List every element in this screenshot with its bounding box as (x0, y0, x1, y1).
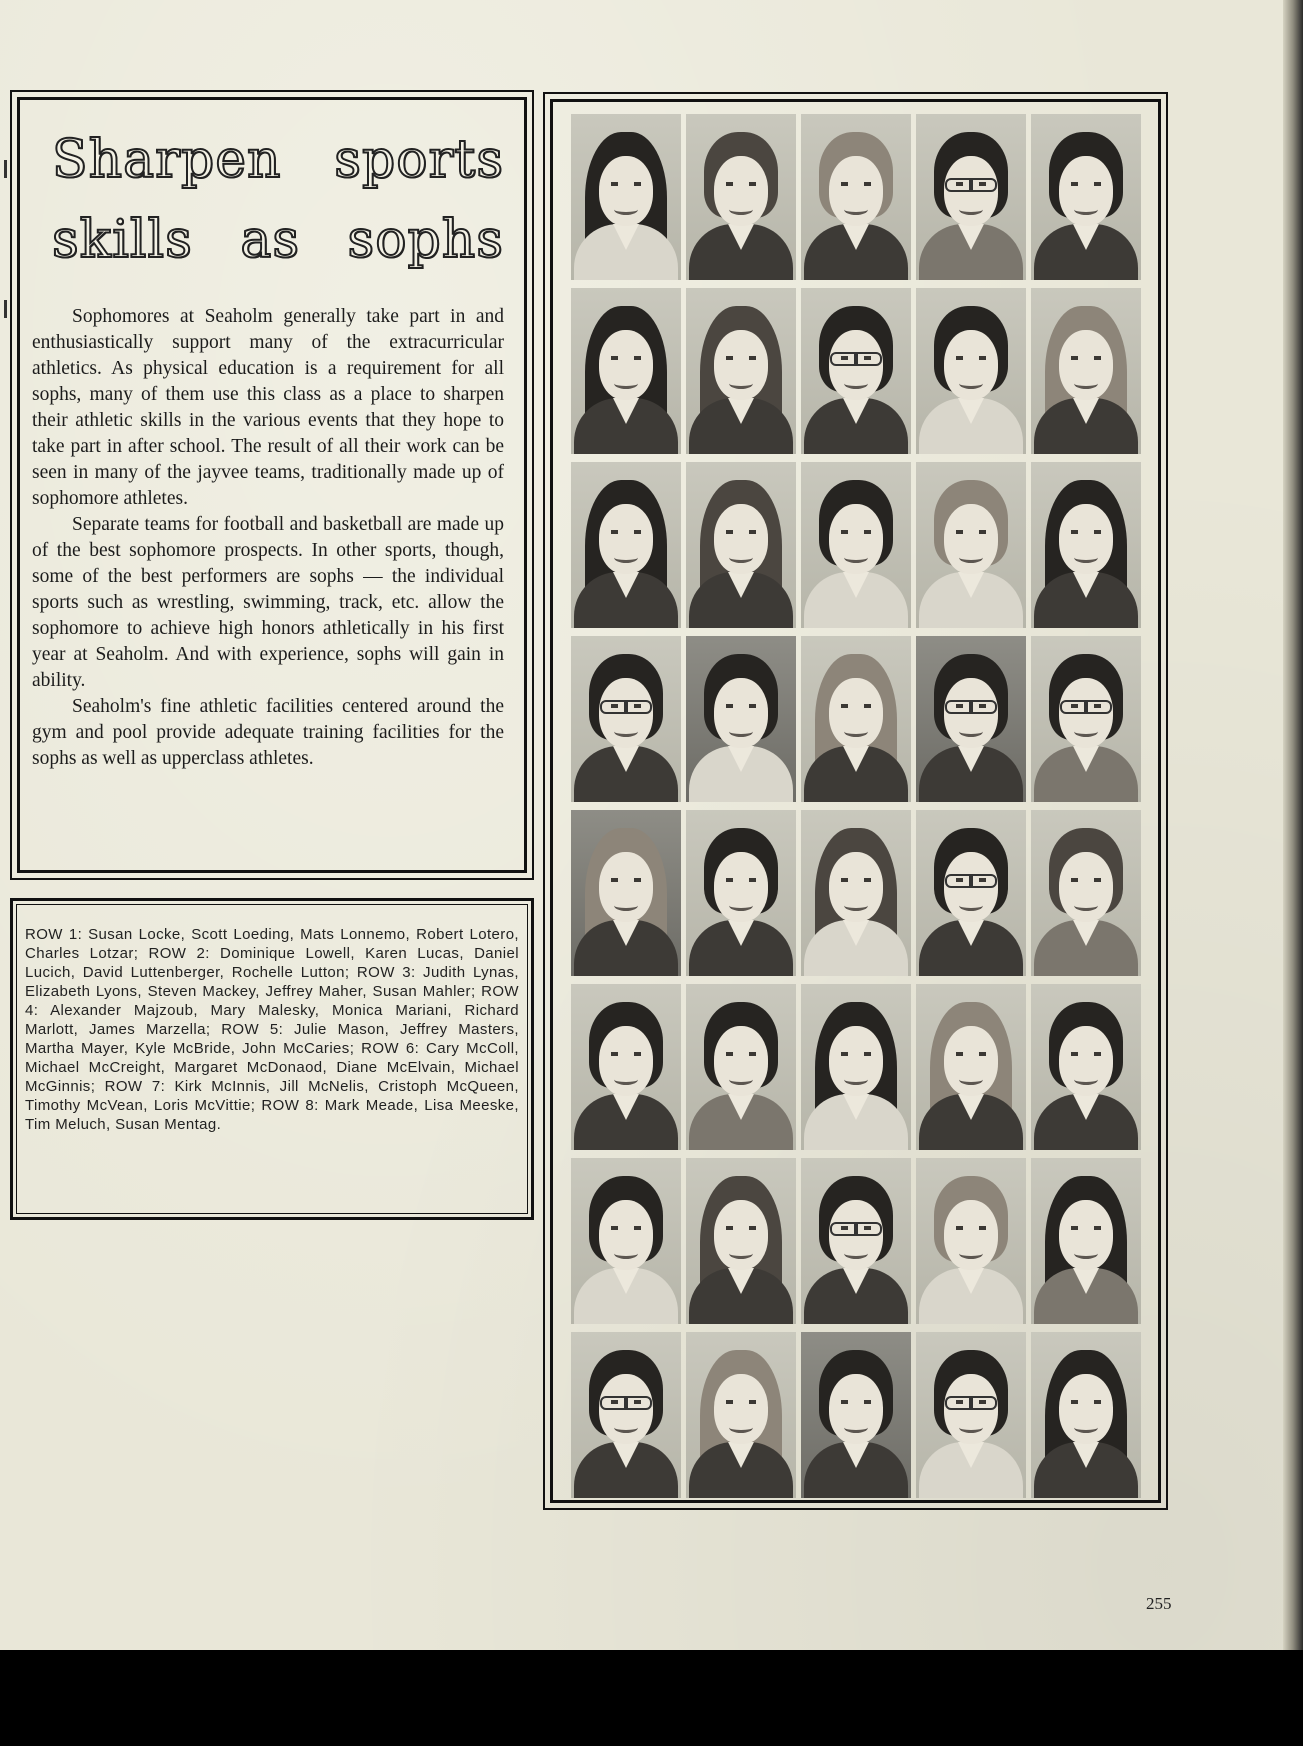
student-portrait (1031, 984, 1141, 1150)
student-portrait (801, 810, 911, 976)
portrait-face (714, 1374, 768, 1444)
portrait-face (714, 504, 768, 574)
student-portrait (571, 288, 681, 454)
student-portrait (1031, 636, 1141, 802)
student-portrait (801, 984, 911, 1150)
portrait-face (944, 1026, 998, 1096)
portrait-shoulders (804, 572, 908, 628)
student-portrait (571, 462, 681, 628)
student-portrait (571, 1332, 681, 1498)
portrait-face (944, 504, 998, 574)
student-portrait (686, 1158, 796, 1324)
headline-word: Sharpen (52, 130, 282, 190)
portrait-panel-frame (550, 99, 1161, 1503)
portrait-glasses (600, 700, 652, 714)
student-portrait (571, 114, 681, 280)
portrait-face (1059, 1026, 1113, 1096)
portrait-face (829, 1026, 883, 1096)
portrait-face (1059, 1374, 1113, 1444)
portrait-face (829, 504, 883, 574)
student-portrait (686, 288, 796, 454)
student-portrait (1031, 114, 1141, 280)
portrait-face (599, 504, 653, 574)
student-portrait (916, 462, 1026, 628)
portrait-face (1059, 1200, 1113, 1270)
portrait-shoulders (574, 1442, 678, 1498)
portrait-face (829, 852, 883, 922)
student-portrait (916, 114, 1026, 280)
headline-word: sophs (347, 210, 504, 270)
portrait-face (714, 156, 768, 226)
student-portrait (1031, 810, 1141, 976)
portrait-glasses (830, 352, 882, 366)
student-portrait (916, 1158, 1026, 1324)
portrait-glasses (945, 1396, 997, 1410)
caption-box (10, 898, 534, 1220)
portrait-shoulders (574, 746, 678, 802)
portrait-shoulders (574, 1268, 678, 1324)
article-paragraph: Seaholm's fine athletic facilities centered around the gym and pool provide adequate training facilities for the sophs as well as upperclass athletes. (32, 696, 504, 769)
portrait-glasses (600, 1396, 652, 1410)
portrait-glasses (945, 178, 997, 192)
portrait-face (829, 1374, 883, 1444)
portrait-face (714, 330, 768, 400)
article-paragraph: Separate teams for football and basketball are made up of the best sophomore prospects. In other sports, though, some of the best performers are sophs — the individual sports such as wrestling, swimming, track, etc. allow the sophomore to achieve high honors athletically in his first year at Seaholm. And with experience, sophs will gain in ability. (32, 514, 504, 691)
article-body (32, 304, 504, 772)
student-portrait (571, 810, 681, 976)
student-portrait (1031, 1332, 1141, 1498)
portrait-face (829, 156, 883, 226)
portrait-shoulders (689, 920, 793, 976)
portrait-face (599, 1200, 653, 1270)
portrait-face (1059, 156, 1113, 226)
article-paragraph: Sophomores at Seaholm generally take part in and enthusiastically support many of the extracurricular athletics. As physical education is a requirement for all sophs, many of them use this class as a place to sharpen their athletic skills in the various events that they hope to take part in after school. The result of all their work can be seen in many of the jayvee teams, traditionally made up of sophomore athletes. (32, 306, 504, 509)
margin-mark (4, 300, 7, 318)
headline (32, 120, 504, 280)
student-portrait (686, 1332, 796, 1498)
page-binding-edge (1283, 0, 1303, 1740)
caption-text: ROW 1: Susan Locke, Scott Loeding, Mats Lonnemo, Robert Lotero, Charles Lotzar; ROW 2: Dominique Lowell, Karen Lucas, Daniel Lucich, David Luttenberger, Rochelle Lutton; ROW 3: Judith Lynas, Elizabeth Lyons, Steven Mackey, Jeffrey Maher, Susan Mahler; ROW 4: Alexander Majzoub, Mary Malesky, Monica Mariani, Richard Marlott, James Marzella; ROW 5: Julie Mason, Jeffrey Masters, Martha Mayer, Kyle McBride, John McCaries; ROW 6: Cary McColl, Michael McCreight, Margaret McDonaod, Diane McElvain, Michael McGinnis; ROW 7: Kirk McInnis, Jill McNelis, Cristoph McQueen, Timothy McVean, Loris McVittie; ROW 8: Mark Meade, Lisa Meeske, Tim Meluch, Susan Mentag. (25, 926, 519, 1133)
student-portrait (916, 288, 1026, 454)
portrait-shoulders (574, 1094, 678, 1150)
student-portrait (916, 984, 1026, 1150)
portrait-panel (543, 92, 1168, 1510)
portrait-face (599, 1026, 653, 1096)
portrait-glasses (945, 700, 997, 714)
student-portrait (916, 1332, 1026, 1498)
portrait-shoulders (804, 224, 908, 280)
student-portrait (686, 984, 796, 1150)
article-box (10, 90, 534, 880)
student-portrait (1031, 1158, 1141, 1324)
headline-word: skills (52, 210, 193, 270)
portrait-glasses (945, 874, 997, 888)
portrait-face (1059, 330, 1113, 400)
portrait-face (599, 330, 653, 400)
portrait-face (1059, 852, 1113, 922)
portrait-face (1059, 504, 1113, 574)
page-number: 255 (1146, 1594, 1172, 1613)
headline-word: as (240, 210, 300, 270)
portrait-shoulders (1034, 746, 1138, 802)
portrait-face (599, 852, 653, 922)
portrait-shoulders (919, 746, 1023, 802)
headline-line-2 (52, 200, 504, 280)
portrait-shoulders (1034, 224, 1138, 280)
student-portrait (571, 1158, 681, 1324)
portrait-face (599, 156, 653, 226)
portrait-face (714, 852, 768, 922)
student-portrait (801, 636, 911, 802)
student-portrait (686, 636, 796, 802)
portrait-face (714, 1026, 768, 1096)
portrait-shoulders (919, 398, 1023, 454)
portrait-face (944, 330, 998, 400)
student-portrait (686, 462, 796, 628)
portrait-shoulders (919, 1442, 1023, 1498)
portrait-shoulders (919, 224, 1023, 280)
portrait-shoulders (919, 572, 1023, 628)
student-portrait (686, 810, 796, 976)
portrait-shoulders (804, 398, 908, 454)
scan-border (0, 1650, 1303, 1746)
portrait-grid (571, 114, 1141, 1498)
student-portrait (916, 636, 1026, 802)
portrait-face (829, 678, 883, 748)
portrait-shoulders (919, 920, 1023, 976)
portrait-face (714, 1200, 768, 1270)
portrait-glasses (1060, 700, 1112, 714)
article-inner-frame (17, 97, 527, 873)
student-portrait (686, 114, 796, 280)
portrait-shoulders (804, 1442, 908, 1498)
portrait-glasses (830, 1222, 882, 1236)
student-portrait (801, 288, 911, 454)
student-portrait (571, 984, 681, 1150)
margin-mark (4, 160, 7, 178)
portrait-shoulders (1034, 920, 1138, 976)
portrait-shoulders (689, 1094, 793, 1150)
student-portrait (801, 1158, 911, 1324)
student-portrait (801, 114, 911, 280)
student-portrait (916, 810, 1026, 976)
portrait-shoulders (689, 224, 793, 280)
portrait-shoulders (689, 746, 793, 802)
student-portrait (1031, 288, 1141, 454)
portrait-shoulders (919, 1268, 1023, 1324)
student-portrait (1031, 462, 1141, 628)
student-portrait (801, 1332, 911, 1498)
portrait-face (944, 1200, 998, 1270)
portrait-face (714, 678, 768, 748)
portrait-shoulders (804, 1268, 908, 1324)
headline-word: sports (334, 130, 504, 190)
portrait-shoulders (1034, 1094, 1138, 1150)
student-portrait (571, 636, 681, 802)
student-portrait (801, 462, 911, 628)
headline-line-1 (52, 120, 504, 200)
